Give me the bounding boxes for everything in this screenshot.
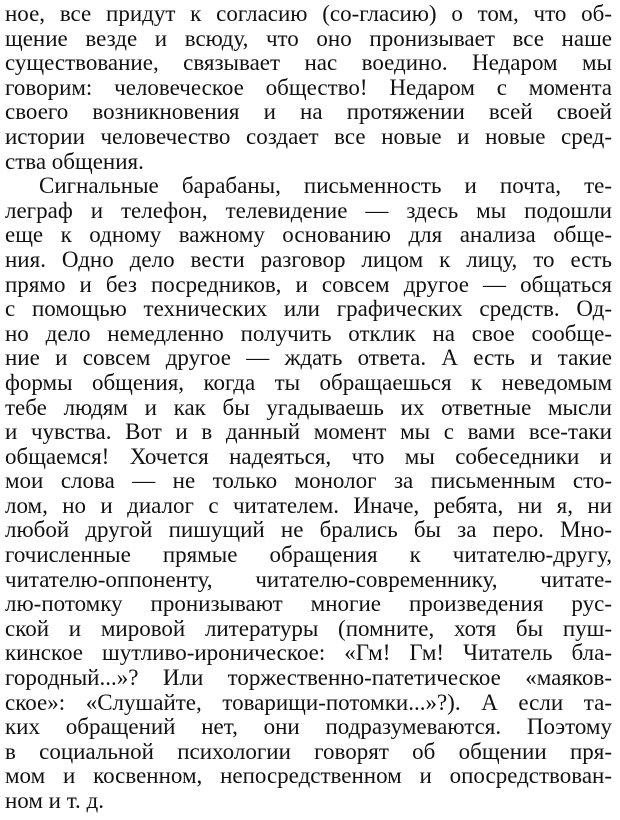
text-line: истории человечество создает все новые и новые сред- <box>5 123 612 149</box>
text-line: ких обращений нет, они подразумеваются. Поэтому <box>5 714 612 740</box>
text-line: лом, но и диалог с читателем. Иначе, ребята, ни я, ни <box>5 492 612 518</box>
text-line: и чувства. Вот и в данный момент мы с вами все-таки <box>5 419 612 445</box>
text-line: любой другой пишущий не брались бы за перо. Мно- <box>5 517 612 543</box>
text-line: ское»: «Слушайте, товарищи-потомки...»?). А если та- <box>5 689 612 715</box>
text-line: в социальной психологии говорят об общении пря- <box>5 738 612 764</box>
text-line: леграф и телефон, телевидение — здесь мы подошли <box>5 197 612 223</box>
text-line: Сигнальные барабаны, письменность и почта, те- <box>39 173 612 199</box>
text-line: с помощью технических или графических средств. Од- <box>5 296 612 322</box>
text-line: существование, связывает нас воедино. Недаром мы <box>5 50 612 76</box>
text-line: прямо и без посредников, и совсем другое — общаться <box>5 271 612 297</box>
text-line: гочисленные прямые обращения к читателю-другу, <box>5 542 612 568</box>
text-line: говорим: человеческое общество! Недаром с момента <box>5 74 612 100</box>
text-line: ном и т. д. <box>5 788 105 813</box>
text-line: еще к одному важному основанию для анализа обще- <box>5 222 612 248</box>
text-line: ние и совсем другое — ждать ответа. А есть и такие <box>5 345 612 371</box>
text-line: лю-потомку пронизывают многие произведения рус- <box>5 591 612 617</box>
text-line: мом и косвенном, непосредственном и опосредствован- <box>5 763 612 789</box>
text-line: своего возникновения и на протяжении всей своей <box>5 99 612 125</box>
text-line: общаемся! Хочется надеяться, что мы собеседники и <box>5 443 612 469</box>
text-line: ное, все придут к согласию (со-гласию) о том, что об- <box>5 1 612 26</box>
text-line: кинское шутливо-ироническое: «Гм! Гм! Читатель бла- <box>5 640 612 666</box>
text-line: ства общения. <box>5 148 144 174</box>
text-line: щение везде и всюду, что оно пронизывает все наше <box>5 25 612 51</box>
text-line: ской и мировой литературы (помните, хотя бы пуш- <box>5 615 612 641</box>
text-line: мои слова — не только монолог за письменным сто- <box>5 468 612 494</box>
text-line: формы общения, когда ты обращаешься к неведомым <box>5 369 612 395</box>
text-line: городный...»? Или торжественно-патетическое «маяков- <box>5 665 612 691</box>
text-line: но дело немедленно получить отклик на свое сообще- <box>5 320 612 346</box>
text-line: ния. Одно дело вести разговор лицом к лицу, то есть <box>5 246 612 272</box>
text-line: читателю-оппоненту, читателю-современнику, читате- <box>5 566 612 592</box>
text-line: тебе людям и как бы угадываешь их ответные мысли <box>5 394 612 420</box>
